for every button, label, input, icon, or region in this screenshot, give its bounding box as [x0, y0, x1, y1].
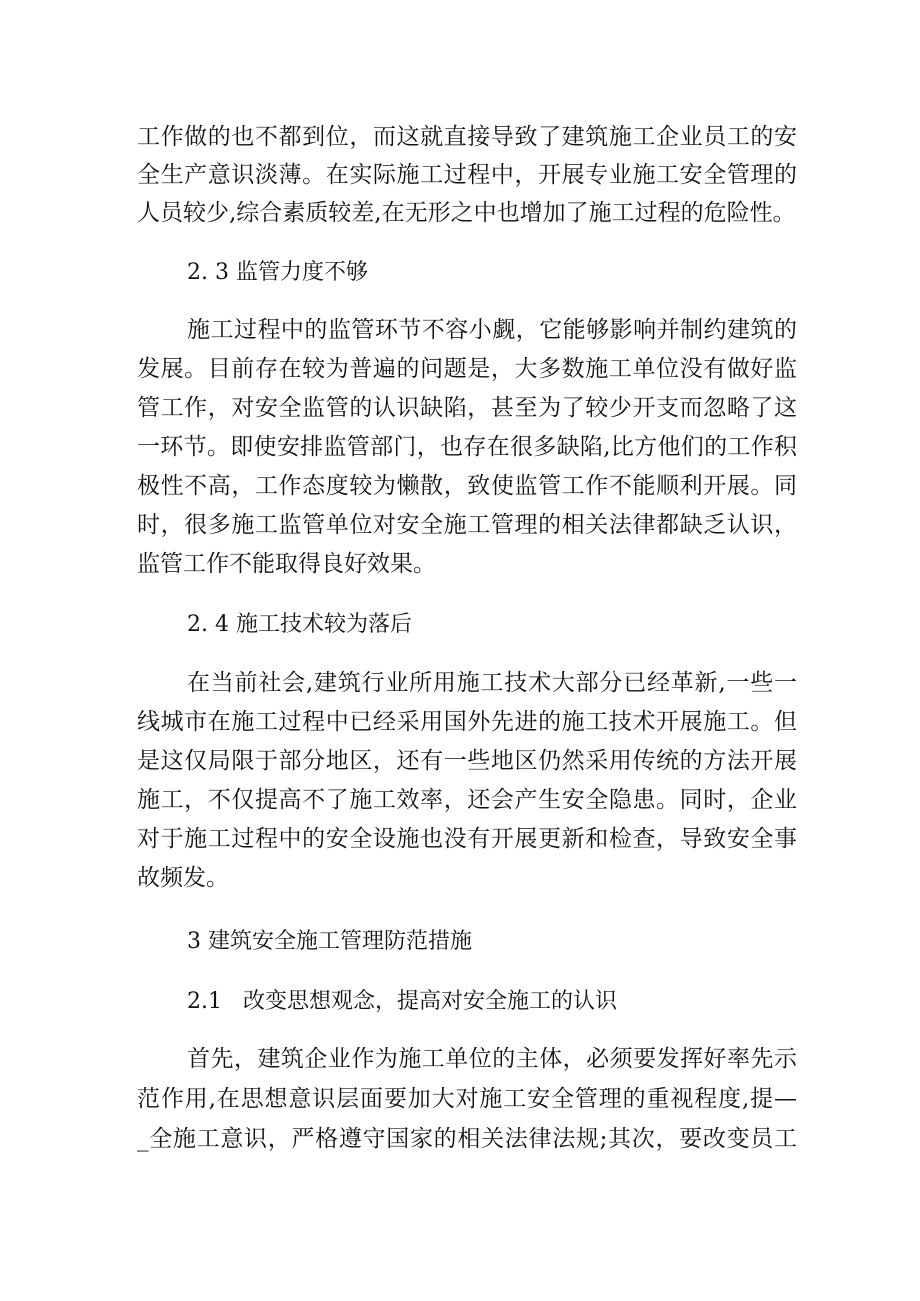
section-heading: 2. 3 监管力度不够 — [187, 260, 368, 285]
paragraph-line: 对于施工过程中的安全设施也没有开展更新和检查，导致安全事 — [137, 826, 797, 852]
paragraph-line: 施工，不仅提高不了施工效率，还会产生安全隐患。同时，企业 — [137, 787, 797, 813]
paragraph-line: 管工作，对安全监管的认识缺陷，甚至为了较少开支而忽略了这 — [137, 395, 797, 421]
paragraph-line: 全生产意识淡薄。在实际施工过程中，开展专业施工安全管理的 — [137, 162, 797, 188]
paragraph-line: 故频发。 — [137, 865, 229, 891]
paragraph-line: 工作做的也不都到位，而这就直接导致了建筑施工企业员工的安 — [137, 124, 797, 150]
paragraph-line: 发展。目前存在较为普遍的问题是，大多数施工单位没有做好监 — [137, 356, 797, 382]
section-heading: 2. 4 施工技术较为落后 — [187, 612, 412, 637]
paragraph-line: 是这仅局限于部分地区，还有一些地区仍然采用传统的方法开展 — [137, 748, 797, 774]
subsection-heading: 2.1 改变思想观念，提高对安全施工的认识 — [187, 989, 617, 1014]
paragraph-line: 范作用,在思想意识层面要加大对施工安全管理的重视程度,提— — [137, 1086, 797, 1112]
paragraph-line: 线城市在施工过程中已经采用国外先进的施工技术开展施工。但 — [137, 709, 797, 735]
paragraph-line: 在当前社会,建筑行业所用施工技术大部分已经革新,一些一 — [187, 670, 797, 696]
paragraph-line: 极性不高，工作态度较为懒散，致使监管工作不能顺利开展。同 — [137, 473, 797, 499]
paragraph-line: 人员较少,综合素质较差,在无形之中也增加了施工过程的危险性。 — [137, 200, 796, 226]
paragraph-line: 监管工作不能取得良好效果。 — [137, 551, 436, 577]
paragraph-line: 时，很多施工监管单位对安全施工管理的相关法律都缺乏认识， — [137, 512, 797, 538]
paragraph-line: 施工过程中的监管环节不容小觑，它能够影响并制约建筑的 — [187, 317, 797, 343]
section-heading: 3 建筑安全施工管理防范措施 — [187, 929, 472, 954]
paragraph-line: 一环节。即使安排监管部门，也存在很多缺陷,比方他们的工作积 — [137, 434, 797, 460]
paragraph-line: 首先，建筑企业作为施工单位的主体，必须要发挥好率先示 — [187, 1046, 797, 1072]
paragraph-line: _全施工意识，严格遵守国家的相关法律法规;其次，要改变员工 — [137, 1126, 797, 1152]
